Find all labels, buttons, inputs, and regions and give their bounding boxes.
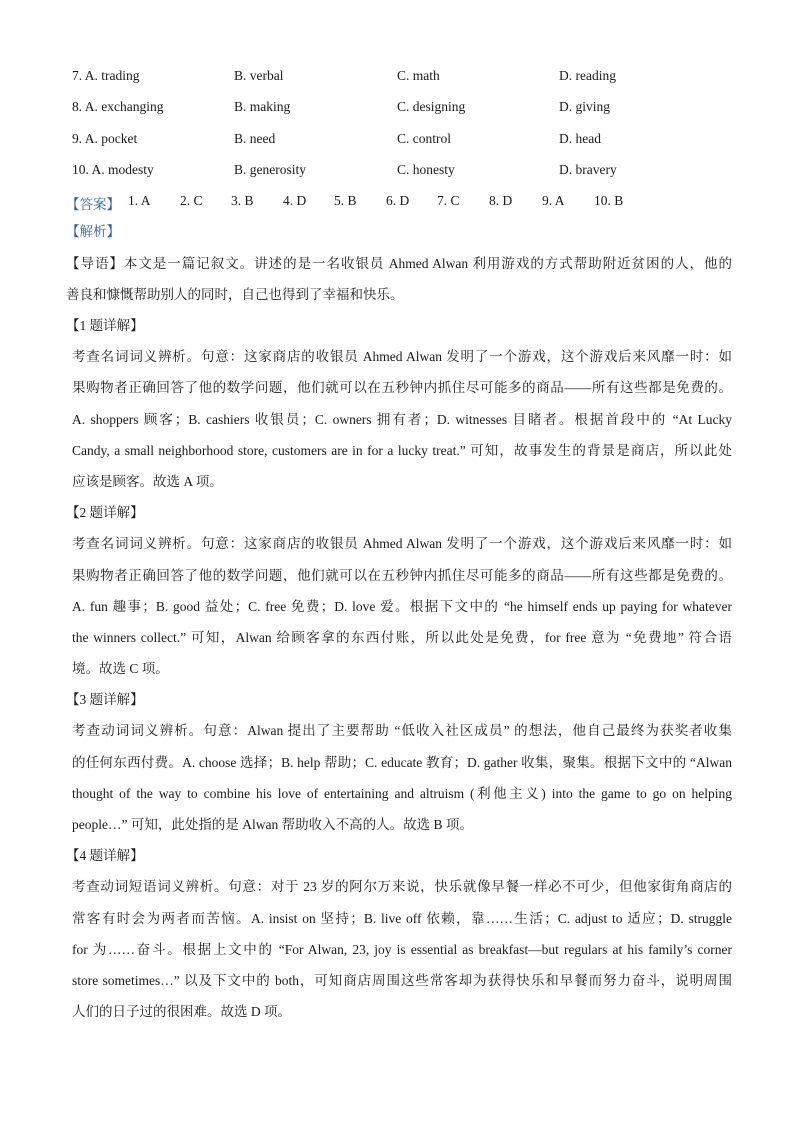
section-heading: 【4 题详解】 [66, 848, 144, 864]
answer-item: 4. D [283, 193, 307, 209]
option-b: B. verbal [234, 68, 284, 83]
text-line: A. fun 趣事；B. good 益处；C. free 免费；D. love 爱。根据下文中的 “he himself ends up paying for whatever [72, 598, 732, 614]
answer-item: 3. B [231, 193, 254, 209]
answer-item: 5. B [334, 193, 357, 209]
option-row-10 [72, 154, 732, 185]
option-c: C. honesty [397, 161, 455, 177]
option-a: 7. A. trading [72, 68, 140, 83]
section-heading: 【2 题详解】 [66, 505, 144, 521]
option-c: C. designing [397, 99, 466, 115]
text-line: 考查动词词义辨析。句意：Alwan 提出了主要帮助 “低收入社区成员” 的想法，他自己最终为获奖者收集 [72, 723, 732, 739]
option-d: D. head [559, 130, 601, 146]
text-line: A. shoppers 顾客；B. cashiers 收银员；C. owners 拥有者；D. witnesses 目睹者。根据首段中的 “At Lucky [72, 411, 732, 427]
option-b: B. need [234, 130, 276, 146]
text-line: thought of the way to combine his love of entertaining and altruism (利他主义) into the game to go on helping [72, 785, 732, 801]
answer-item: 10. B [594, 193, 624, 209]
option-d: D. bravery [559, 161, 617, 177]
options-block [72, 60, 732, 185]
text-line: people…” 可知，此处指的是 Alwan 帮助收入不高的人。故选 B 项。 [72, 817, 473, 833]
section-paragraph [72, 341, 732, 497]
answer-item: 9. A [542, 193, 565, 209]
section-1 [66, 310, 732, 497]
option-d: D. giving [559, 99, 611, 115]
guide-paragraph [66, 248, 732, 310]
text-line: 考查动词短语词义辨析。句意：对于 23 岁的阿尔万来说，快乐就像早餐一样必不可少，但他家街角商店的 [72, 879, 732, 895]
section-2 [66, 497, 732, 684]
option-a: 9. A. pocket [72, 130, 138, 146]
option-c: C. control [397, 130, 451, 146]
answer-tag: 【答案】 [66, 197, 120, 213]
section-paragraph [72, 871, 732, 1027]
option-row-7 [72, 60, 732, 91]
answer-item: 2. C [180, 193, 203, 209]
text-line: 常客有时会为两者而苦恼。A. insist on 坚持；B. live off 依赖，靠……生活；C. adjust to 适应；D. struggle [72, 910, 732, 926]
section-3 [66, 684, 732, 840]
text-line: 人们的日子过的很困难。故选 D 项。 [72, 1004, 291, 1020]
text-line: 果购物者正确回答了他的数学问题，他们就可以在五秒钟内抓住尽可能多的商品——所有这些都是免费的。 [72, 380, 732, 396]
text-line: for 为……奋斗。根据上文中的 “For Alwan, 23, joy is essential as breakfast—but regulars at his family’s corner [72, 941, 732, 957]
answer-row [66, 185, 732, 216]
section-paragraph [72, 528, 732, 684]
text-line: Candy, a small neighborhood store, customers are in for a lucky treat.” 可知，故事发生的背景是商店，所以此处 [72, 442, 732, 458]
section-heading: 【3 题详解】 [66, 692, 144, 708]
answer-item: 1. A [128, 193, 151, 209]
text-line: 考查名词词义辨析。句意：这家商店的收银员 Ahmed Alwan 发明了一个游戏，这个游戏后来风靡一时：如 [72, 349, 732, 365]
text-line: the winners collect.” 可知，Alwan 给顾客拿的东西付账，所以此处是免费，for free 意为 “免费地” 符合语 [72, 629, 732, 645]
option-b: B. generosity [234, 161, 306, 177]
answer-item: 6. D [386, 193, 410, 209]
option-a: 10. A. modesty [72, 161, 154, 177]
option-a: 8. A. exchanging [72, 99, 164, 115]
option-d: D. reading [559, 68, 616, 83]
option-row-8 [72, 91, 732, 122]
text-line: 善良和慷慨帮助别人的同时，自己也得到了幸福和快乐。 [66, 286, 404, 302]
text-line: 境。故选 C 项。 [72, 661, 169, 677]
answer-item: 8. D [489, 193, 513, 209]
text-line: 【导语】本文是一篇记叙文。讲述的是一名收银员 Ahmed Alwan 利用游戏的方式帮助附近贫困的人，他的 [66, 255, 732, 271]
section-paragraph [72, 715, 732, 840]
section-4 [66, 840, 732, 1027]
option-row-9 [72, 123, 732, 154]
text-line: 的任何东西付费。A. choose 选择；B. help 帮助；C. educate 教育；D. gather 收集，聚集。根据下文中的 “Alwan [72, 754, 732, 770]
text-line: store sometimes…” 以及下文中的 both，可知商店周围这些常客却为获得快乐和早餐而努力奋斗，说明周围 [72, 972, 732, 988]
text-line: 考查名词词义辨析。句意：这家商店的收银员 Ahmed Alwan 发明了一个游戏，这个游戏后来风靡一时：如 [72, 536, 732, 552]
section-heading: 【1 题详解】 [66, 318, 144, 334]
text-line: 应该是顾客。故选 A 项。 [72, 473, 223, 489]
option-b: B. making [234, 99, 291, 115]
answer-item: 7. C [437, 193, 460, 209]
document-page [66, 60, 732, 1027]
option-c: C. math [397, 68, 440, 83]
text-line: 果购物者正确回答了他的数学问题，他们就可以在五秒钟内抓住尽可能多的商品——所有这些都是免费的。 [72, 567, 732, 583]
analysis-tag: 【解析】 [66, 224, 120, 240]
